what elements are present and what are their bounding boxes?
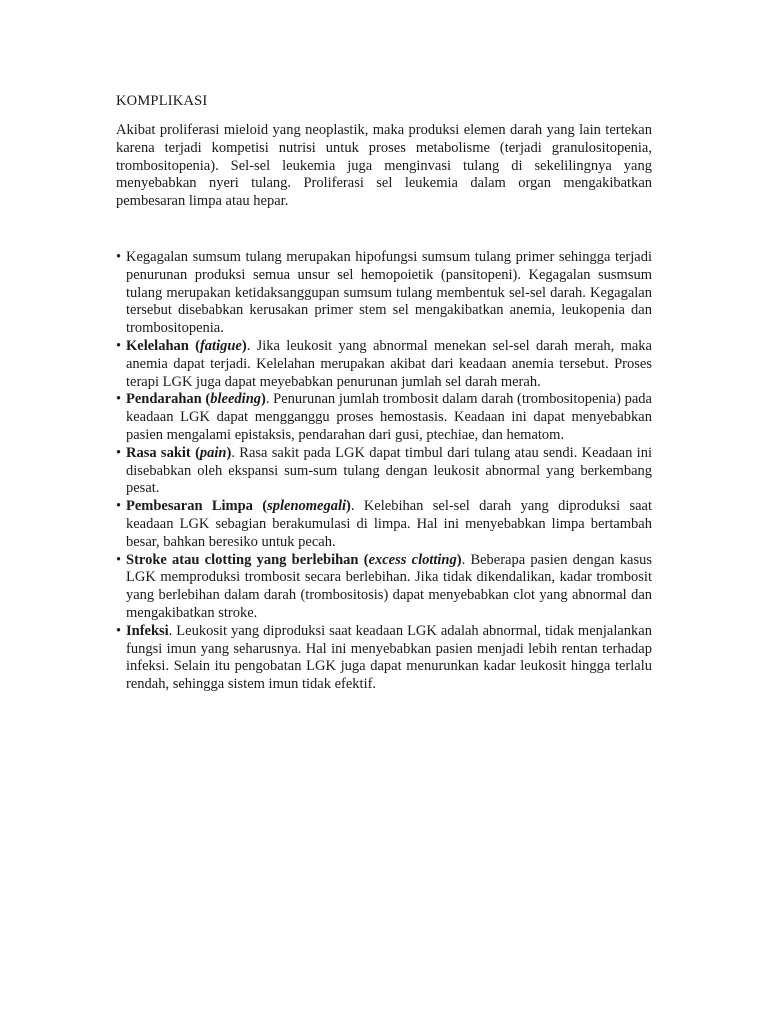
- item-term-english: excess clotting: [368, 551, 457, 568]
- item-term-english: fatigue: [199, 337, 242, 354]
- item-paren-close: ): [241, 337, 247, 354]
- item-paren-open: (: [201, 391, 211, 408]
- list-item-text: [126, 552, 652, 623]
- item-term: Pembesaran Limpa: [126, 498, 253, 515]
- list-item: [116, 391, 652, 444]
- bullet-icon: •: [116, 391, 122, 408]
- item-description: . Jika leukosit yang abnormal menekan sel-sel darah merah, maka anemia dapat terjadi. Kelelahan merupakan akibat dari keadaan anemia tersebut. Proses terapi LGK juga dapat meyebabkan penurunan jumlah sel darah merah.: [126, 337, 652, 390]
- item-term-english: bleeding: [210, 391, 262, 408]
- item-paren-open: (: [252, 498, 268, 515]
- item-paren-open: (: [358, 551, 369, 568]
- item-term: Rasa sakit: [126, 444, 191, 461]
- item-paren-close: ): [456, 551, 462, 568]
- item-term: Pendarahan: [126, 391, 202, 408]
- item-paren-close: ): [261, 391, 266, 408]
- item-description: . Leukosit yang diproduksi saat keadaan LGK adalah abnormal, tidak menjalankan fungsi imun yang seharusnya. Hal ini menyebabkan pasien menjadi lebih rentan terhadap infeksi. Selain itu pengobatan LGK juga dapat menurunkan kadar leukosit hingga terlalu rendah, sehingga sistem imun tidak efektif.: [126, 622, 652, 693]
- list-item: [116, 498, 652, 551]
- list-item: [116, 338, 652, 391]
- bullet-icon: •: [116, 622, 122, 639]
- list-item-text: [126, 338, 652, 391]
- item-term: Stroke atau clotting yang berlebihan: [126, 551, 359, 568]
- item-description: . Penurunan jumlah trombosit dalam darah (trombositopenia) pada keadaan LGK dapat mengganggu proses hemostasis. Keadaan ini dapat menyebabkan pasien mengalami epistaksis, pendarahan dari gusi, ptechiae, dan hematom.: [126, 391, 652, 443]
- list-item: [116, 445, 652, 498]
- item-description: . Kelebihan sel-sel darah yang diproduksi saat keadaan LGK sebagian berakumulasi di limpa. Hal ini menyebabkan limpa bertambah besar, bahkan beresiko untuk pecah.: [126, 498, 653, 550]
- bullet-icon: •: [116, 551, 122, 568]
- item-paren-close: ): [346, 498, 351, 515]
- bullet-icon: •: [116, 337, 122, 354]
- document-page: [116, 92, 652, 694]
- item-paren-close: ): [226, 444, 232, 461]
- list-item-text: [126, 445, 652, 498]
- list-item-text: [126, 391, 652, 444]
- item-description: . Rasa sakit pada LGK dapat timbul dari tulang atau sendi. Keadaan ini disebabkan oleh ekspansi sum-sum tulang dengan leukosit abnormal yang berkembang pesat.: [126, 444, 652, 497]
- bullet-icon: •: [116, 248, 122, 265]
- item-description: Kegagalan sumsum tulang merupakan hipofungsi sumsum tulang primer sehingga terjadi penurunan produksi semua unsur sel hemopoietik (pansitopeni). Kegagalan susmsum tulang merupakan ketidaksanggupan sumsum tulang membentuk sel-sel darah. Kegagalan tersebut disebabkan kerusakan primer stem sel mengakibatkan anemia, leukopenia dan trombositopenia.: [126, 248, 652, 337]
- item-paren-open: (: [190, 444, 200, 461]
- list-item-text: [126, 623, 652, 694]
- item-paren-open: (: [188, 337, 200, 354]
- list-item-text: [126, 498, 652, 551]
- list-item: [116, 623, 652, 694]
- bullet-icon: •: [116, 444, 122, 461]
- complication-list: [116, 249, 652, 694]
- section-heading: KOMPLIKASI: [116, 93, 208, 109]
- list-item: [116, 552, 652, 623]
- item-term-english: pain: [199, 444, 227, 461]
- item-description: . Beberapa pasien dengan kasus LGK memproduksi trombosit secara berlebihan. Jika tidak dikendalikan, kadar trombosit yang berlebihan dalam darah (trombositosis) dapat menyebabkan clot yang abnormal dan mengakibatkan stroke.: [126, 551, 652, 621]
- item-term-english: splenomegali: [267, 498, 347, 515]
- list-item-text: [126, 249, 652, 338]
- list-item: [116, 249, 652, 338]
- item-term: Kelelahan: [126, 337, 189, 354]
- bullet-icon: •: [116, 498, 122, 515]
- item-term: Infeksi: [126, 622, 169, 639]
- intro-paragraph: Akibat proliferasi mieloid yang neoplastik, maka produksi elemen darah yang lain tertekan karena terjadi kompetisi nutrisi untuk proses metabolisme (terjadi granulositopenia, trombositopenia). Sel-sel leukemia juga menginvasi tulang di sekelilingnya yang menyebabkan nyeri tulang. Proliferasi sel leukemia dalam organ mengakibatkan pembesaran limpa atau hepar.: [116, 122, 652, 210]
